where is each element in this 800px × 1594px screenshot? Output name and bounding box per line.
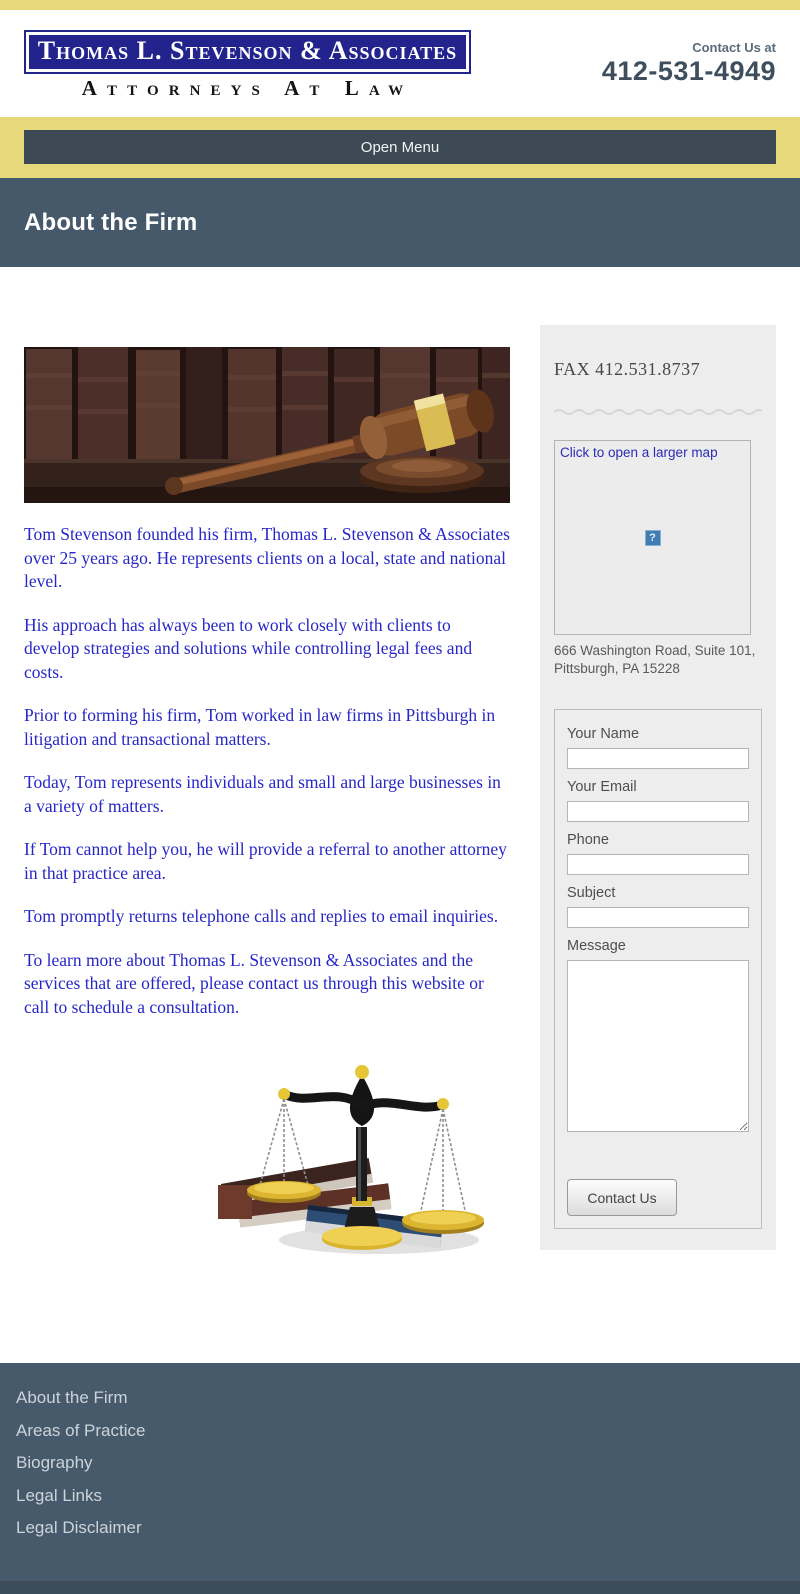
phone-number[interactable]: 412-531-4949 bbox=[601, 56, 776, 86]
footer-link-legal-disclaimer[interactable]: Legal Disclaimer bbox=[16, 1518, 142, 1537]
article-paragraph: Tom promptly returns telephone calls and replies to email inquiries. bbox=[24, 906, 499, 926]
page-title: About the Firm bbox=[24, 208, 198, 236]
email-input[interactable] bbox=[567, 801, 749, 822]
firm-logo[interactable] bbox=[24, 30, 471, 101]
subject-input[interactable] bbox=[567, 907, 749, 928]
footer-bottom-strip bbox=[0, 1581, 800, 1594]
article-paragraph: His approach has always been to work closely with clients to develop strategies and solutions while controlling legal fees and costs. bbox=[24, 614, 473, 682]
map-embed[interactable] bbox=[554, 440, 751, 635]
site-header bbox=[0, 10, 800, 117]
site-footer bbox=[0, 1363, 800, 1594]
logo-subtitle: Attorneys At Law bbox=[81, 76, 414, 100]
phone-input[interactable] bbox=[567, 854, 749, 875]
article-paragraph: Today, Tom represents individuals and small and large businesses in a variety of matters. bbox=[24, 772, 501, 816]
address-line-1: 666 Washington Road, Suite 101, bbox=[554, 643, 756, 658]
message-label: Message bbox=[567, 938, 626, 954]
left-pan bbox=[247, 1181, 321, 1203]
street-address bbox=[554, 642, 762, 678]
contact-us-label: Contact Us at bbox=[692, 40, 776, 55]
menu-band bbox=[0, 117, 800, 178]
address-line-2: Pittsburgh, PA 15228 bbox=[554, 661, 680, 676]
main-area bbox=[0, 267, 800, 1363]
footer-link-biography[interactable]: Biography bbox=[16, 1453, 93, 1472]
subject-label: Subject bbox=[567, 885, 616, 901]
contact-form bbox=[554, 709, 762, 1229]
broken-image-icon: ? bbox=[645, 530, 661, 546]
scales-of-justice-clipart bbox=[214, 1047, 484, 1262]
logo-title: Thomas L. Stevenson & Associates bbox=[29, 35, 466, 69]
form-row-message bbox=[567, 938, 749, 1137]
footer-link-about-the-firm[interactable]: About the Firm bbox=[16, 1388, 128, 1407]
gavel-photo bbox=[24, 347, 510, 503]
top-accent-strip bbox=[0, 0, 800, 10]
email-label: Your Email bbox=[567, 779, 637, 795]
article-paragraph: Prior to forming his firm, Tom worked in law firms in Pittsburgh in litigation and transactional matters. bbox=[24, 705, 496, 749]
sidebar bbox=[540, 325, 776, 1250]
footer-link-areas-of-practice[interactable]: Areas of Practice bbox=[16, 1420, 146, 1440]
header-contact-block bbox=[602, 30, 776, 87]
phone-label: Phone bbox=[567, 832, 609, 848]
right-pan bbox=[402, 1210, 484, 1234]
form-row-phone bbox=[567, 832, 749, 875]
sound-block bbox=[360, 456, 484, 493]
form-row-subject bbox=[567, 885, 749, 928]
open-menu-button[interactable]: Open Menu bbox=[24, 130, 776, 164]
article-paragraph: If Tom cannot help you, he will provide a referral to another attorney in that practice area. bbox=[24, 839, 507, 883]
wavy-divider bbox=[554, 408, 762, 415]
footer-link-legal-links[interactable]: Legal Links bbox=[16, 1485, 103, 1505]
article-paragraph: Tom Stevenson founded his firm, Thomas L. Stevenson & Associates over 25 years ago. He represents clients on a local, state and national level. bbox=[24, 524, 510, 591]
form-row-email bbox=[567, 779, 749, 822]
contact-us-button[interactable]: Contact Us bbox=[567, 1179, 677, 1216]
page-title-banner bbox=[0, 178, 800, 267]
name-input[interactable] bbox=[567, 748, 749, 769]
form-row-name bbox=[567, 726, 749, 769]
article-column bbox=[24, 347, 510, 1262]
message-textarea[interactable] bbox=[567, 960, 749, 1132]
logo-frame bbox=[24, 30, 471, 74]
map-link[interactable]: Click to open a larger map bbox=[560, 445, 718, 460]
article-paragraph: To learn more about Thomas L. Stevenson & Associates and the services that are offered, please contact us through this website or call to schedule a consultation. bbox=[24, 949, 484, 1017]
fax-number: FAX 412.531.8737 bbox=[554, 359, 701, 379]
name-label: Your Name bbox=[567, 726, 640, 742]
